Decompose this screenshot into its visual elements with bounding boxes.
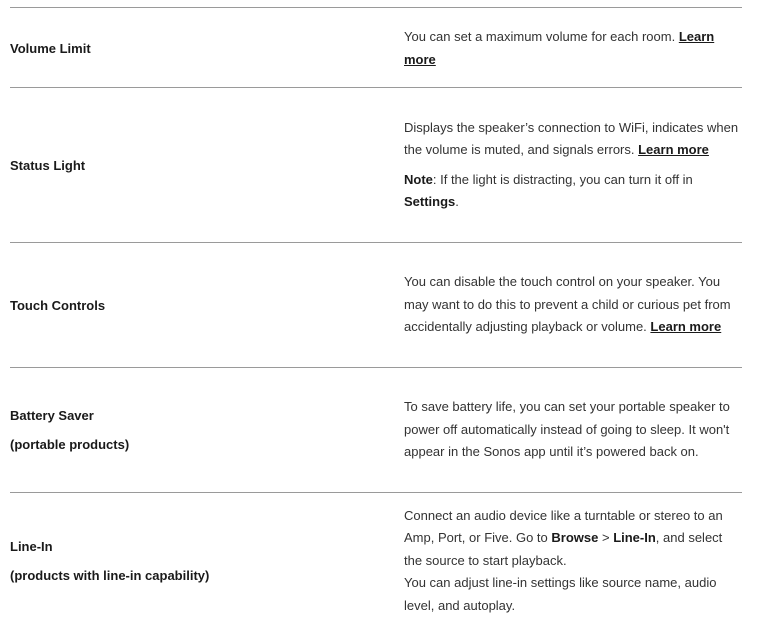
row-label-cell bbox=[10, 401, 404, 459]
row-label-cell bbox=[10, 291, 404, 320]
table-row-line-in bbox=[10, 493, 742, 625]
line-in-reference: Line-In bbox=[613, 530, 656, 546]
row-description: You can disable the touch control on your speaker. You may want to do this to prevent a child or curious pet from accidentally adjusting playback or volume. bbox=[404, 274, 731, 335]
row-description-cell bbox=[404, 396, 742, 464]
settings-reference: Settings bbox=[404, 194, 456, 209]
learn-more-link[interactable]: Learn more bbox=[650, 319, 722, 335]
row-label-cell bbox=[10, 34, 404, 63]
row-label-cell bbox=[10, 151, 404, 180]
path-separator: > bbox=[598, 530, 614, 546]
row-sublabel: (portable products) bbox=[10, 437, 130, 452]
row-label: Status Light bbox=[10, 157, 86, 173]
row-description-end: , and select the source to start playback. bbox=[404, 530, 723, 568]
row-label: Volume Limit bbox=[10, 41, 91, 56]
row-description-cell bbox=[404, 505, 742, 618]
note-label: Note bbox=[404, 171, 433, 187]
settings-table bbox=[10, 7, 742, 625]
row-description: To save battery life, you can set your portable speaker to power off automatically instead of going to sleep. It won't appear in the Sonos app until it’s powered back on. bbox=[404, 399, 730, 460]
learn-more-link[interactable]: Learn more bbox=[638, 142, 709, 157]
table-row-battery-saver bbox=[10, 368, 742, 493]
table-row-volume-limit bbox=[10, 8, 742, 88]
note-paragraph bbox=[404, 169, 742, 214]
row-description: Displays the speaker’s connection to WiFi, indicates when the volume is muted, and signals errors. bbox=[404, 119, 739, 157]
row-sublabel: (products with line-in capability) bbox=[10, 568, 210, 583]
row-description-cell bbox=[404, 117, 742, 214]
note-end: . bbox=[455, 194, 459, 209]
row-description-cell bbox=[404, 271, 742, 339]
row-label-cell bbox=[10, 532, 404, 590]
table-row-status-light bbox=[10, 88, 742, 243]
row-description-extra: You can adjust line-in settings like source name, audio level, and autoplay. bbox=[404, 575, 717, 613]
row-description: Connect an audio device like a turntable or stereo to an Amp, Port, or Five. Go to bbox=[404, 507, 723, 546]
row-label: Line-In bbox=[10, 539, 53, 554]
learn-more-link[interactable]: Learn more bbox=[404, 29, 715, 67]
note-text: : If the light is distracting, you can turn it off in bbox=[432, 171, 693, 187]
row-description-cell bbox=[404, 26, 742, 71]
browse-reference: Browse bbox=[551, 530, 599, 546]
table-row-touch-controls bbox=[10, 243, 742, 368]
row-label: Battery Saver bbox=[10, 408, 94, 423]
row-description: You can set a maximum volume for each room. bbox=[404, 29, 679, 44]
row-label: Touch Controls bbox=[10, 297, 106, 313]
